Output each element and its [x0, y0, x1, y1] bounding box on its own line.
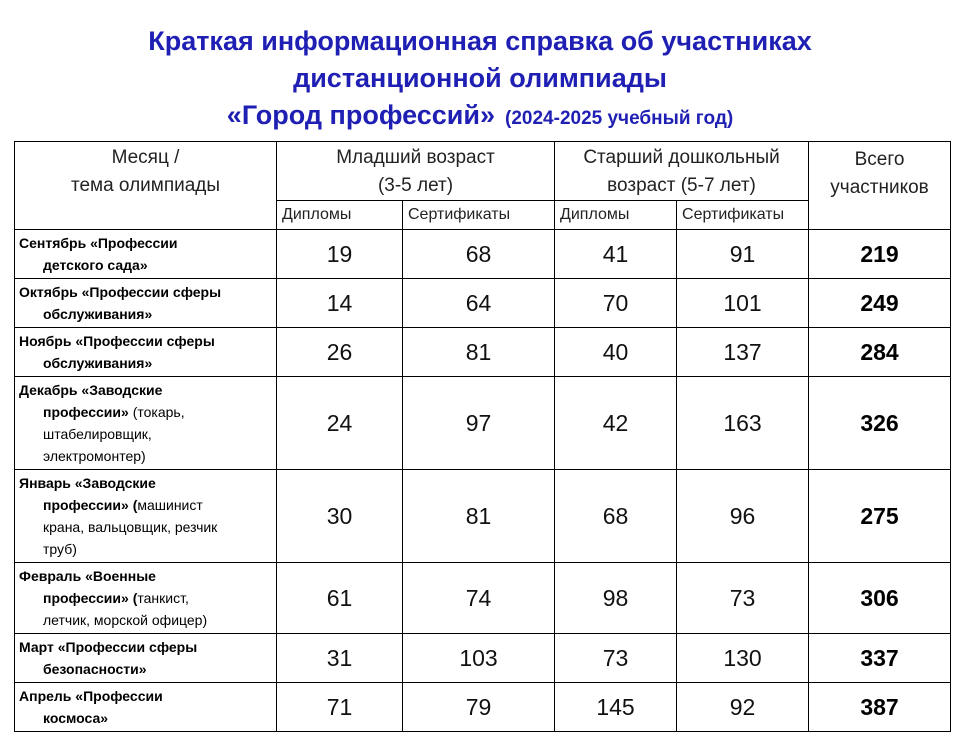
month-topic-cell: Март «Профессии сферы безопасности» [15, 634, 277, 683]
olympiad-name: «Город профессий» [226, 100, 496, 130]
participants-table [14, 141, 951, 732]
junior-certificates-cell: 74 [403, 563, 555, 634]
junior-certificates-cell: 68 [403, 230, 555, 279]
title-line-1: Краткая информационная справка об участниках [148, 26, 812, 56]
title-line-3 [0, 100, 960, 131]
total-participants-cell: 337 [809, 634, 951, 683]
total-participants-cell: 387 [809, 683, 951, 732]
junior-diplomas-cell: 14 [277, 279, 403, 328]
junior-diplomas-cell: 71 [277, 683, 403, 732]
total-participants-cell: 326 [809, 377, 951, 470]
month-topic-cell: Декабрь «Заводские профессии» (токарь, штабелировщик, электромонтер) [15, 377, 277, 470]
senior-certificates-cell: 137 [677, 328, 809, 377]
month-topic-cell: Сентябрь «Профессии детского сада» [15, 230, 277, 279]
table-row [15, 470, 951, 563]
table-row [15, 279, 951, 328]
junior-certificates-cell: 97 [403, 377, 555, 470]
senior-certificates-cell: 92 [677, 683, 809, 732]
month-topic-cell: Октябрь «Профессии сферы обслуживания» [15, 279, 277, 328]
senior-diplomas-cell: 41 [555, 230, 677, 279]
junior-certificates-cell: 64 [403, 279, 555, 328]
senior-diplomas-cell: 73 [555, 634, 677, 683]
senior-diplomas-cell: 40 [555, 328, 677, 377]
senior-diplomas-cell: 145 [555, 683, 677, 732]
junior-certificates-cell: 79 [403, 683, 555, 732]
table-row [15, 683, 951, 732]
junior-certificates-cell: 103 [403, 634, 555, 683]
table-row [15, 328, 951, 377]
table-row [15, 377, 951, 470]
month-topic-cell: Январь «Заводские профессии» (машинист крана, вальцовщик, резчик труб) [15, 470, 277, 563]
month-topic-cell: Февраль «Военные профессии» (танкист, летчик, морской офицер) [15, 563, 277, 634]
header-senior-certificates: Сертификаты [677, 201, 809, 230]
header-junior-diplomas: Дипломы [277, 201, 403, 230]
junior-diplomas-cell: 31 [277, 634, 403, 683]
senior-certificates-cell: 101 [677, 279, 809, 328]
table-row [15, 230, 951, 279]
junior-diplomas-cell: 26 [277, 328, 403, 377]
header-total-participants: Всего участников [809, 142, 951, 230]
senior-certificates-cell: 163 [677, 377, 809, 470]
senior-diplomas-cell: 68 [555, 470, 677, 563]
junior-diplomas-cell: 61 [277, 563, 403, 634]
table-row [15, 563, 951, 634]
senior-diplomas-cell: 70 [555, 279, 677, 328]
junior-diplomas-cell: 19 [277, 230, 403, 279]
academic-year: (2024-2025 учебный год) [505, 108, 734, 129]
title-line-2: дистанционной олимпиады [293, 63, 667, 93]
total-participants-cell: 275 [809, 470, 951, 563]
header-junior-age: Младший возраст (3-5 лет) [277, 142, 555, 201]
senior-certificates-cell: 91 [677, 230, 809, 279]
header-senior-diplomas: Дипломы [555, 201, 677, 230]
total-participants-cell: 284 [809, 328, 951, 377]
junior-certificates-cell: 81 [403, 328, 555, 377]
month-topic-cell: Ноябрь «Профессии сферы обслуживания» [15, 328, 277, 377]
senior-diplomas-cell: 98 [555, 563, 677, 634]
table-row [15, 634, 951, 683]
header-junior-certificates: Сертификаты [403, 201, 555, 230]
header-senior-age: Старший дошкольный возраст (5-7 лет) [555, 142, 809, 201]
junior-certificates-cell: 81 [403, 470, 555, 563]
month-topic-cell: Апрель «Профессии космоса» [15, 683, 277, 732]
senior-certificates-cell: 96 [677, 470, 809, 563]
total-participants-cell: 249 [809, 279, 951, 328]
junior-diplomas-cell: 24 [277, 377, 403, 470]
header-month-topic: Месяц / тема олимпиады [15, 142, 277, 230]
total-participants-cell: 306 [809, 563, 951, 634]
senior-certificates-cell: 130 [677, 634, 809, 683]
senior-certificates-cell: 73 [677, 563, 809, 634]
total-participants-cell: 219 [809, 230, 951, 279]
senior-diplomas-cell: 42 [555, 377, 677, 470]
junior-diplomas-cell: 30 [277, 470, 403, 563]
